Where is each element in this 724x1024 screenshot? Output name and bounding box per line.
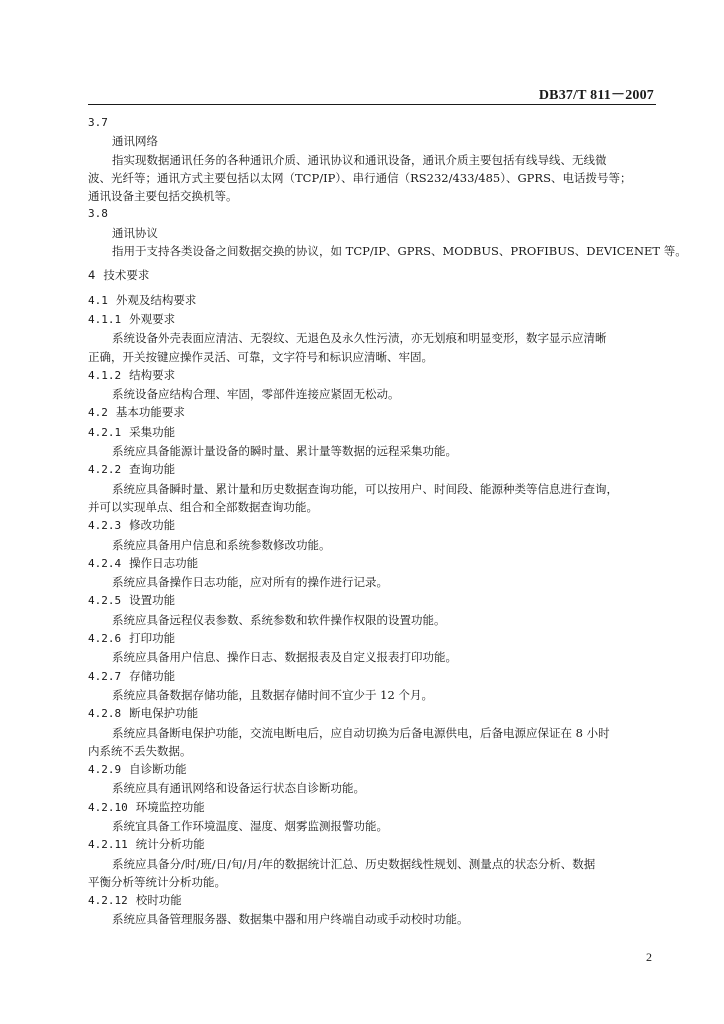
clause-number: 4.2.2 bbox=[88, 463, 122, 477]
clause-text: 指用于支持各类设备之间数据交换的协议，如 TCP/IP、GPRS、MODBUS、PROFIBUS、DEVICENET 等。 bbox=[112, 244, 687, 259]
clause-number: 4.2.1 bbox=[88, 425, 122, 439]
clause-text: 平衡分析等统计分析功能。 bbox=[88, 874, 226, 889]
clause-heading bbox=[88, 667, 656, 686]
clause-number: 4.1.1 bbox=[88, 312, 122, 326]
subsection-heading bbox=[88, 291, 656, 310]
clause-number: 4.2.6 bbox=[88, 632, 122, 646]
clause-heading bbox=[88, 629, 656, 648]
subsection-title: 基本功能要求 bbox=[115, 405, 185, 420]
clause-text: 系统应具备操作日志功能，应对所有的操作进行记录。 bbox=[112, 575, 388, 590]
clause-number: 4.2.3 bbox=[88, 519, 122, 533]
subsection-title: 外观及结构要求 bbox=[115, 292, 197, 307]
clause-text: 内系统不丢失数据。 bbox=[88, 743, 192, 758]
clause-title: 环境监控功能 bbox=[135, 799, 205, 814]
clause-text: 系统应具备瞬时量、累计量和历史数据查询功能，可以按用户、时间段、能源种类等信息进行查询， bbox=[112, 481, 618, 496]
section-number: 4 bbox=[88, 268, 96, 283]
clause-heading bbox=[88, 891, 656, 910]
clause-heading bbox=[88, 760, 656, 779]
clause-text: 系统应具备管理服务器、数据集中器和用户终端自动或手动校时功能。 bbox=[112, 912, 469, 927]
clause-heading bbox=[88, 835, 656, 854]
clause-title: 打印功能 bbox=[129, 631, 176, 646]
clause-title: 自诊断功能 bbox=[129, 762, 187, 777]
clause-title: 存储功能 bbox=[129, 668, 176, 683]
clause-title: 校时功能 bbox=[135, 893, 182, 908]
clause-title: 断电保护功能 bbox=[129, 706, 199, 721]
clause-text: 并可以实现单点、组合和全部数据查询功能。 bbox=[88, 499, 318, 514]
clause-text: 系统应具备用户信息、操作日志、数据报表及自定义报表打印功能。 bbox=[112, 650, 457, 665]
clause-number: 4.2.12 bbox=[88, 894, 128, 908]
clause-text: 系统设备应结构合理、牢固，零部件连接应紧固无松动。 bbox=[112, 387, 400, 402]
clause-title: 外观要求 bbox=[129, 311, 176, 326]
clause-heading bbox=[88, 516, 656, 535]
clause-heading bbox=[88, 423, 656, 442]
clause-number: 4.1.2 bbox=[88, 368, 122, 382]
clause-number: 4.2.5 bbox=[88, 594, 122, 608]
clause-number: 4.2.4 bbox=[88, 556, 122, 570]
clause-heading bbox=[88, 310, 656, 329]
section-heading bbox=[88, 266, 656, 284]
clause-text: 系统设备外壳表面应清洁、无裂纹、无退色及永久性污渍，亦无划痕和明显变形，数字显示应清晰 bbox=[112, 331, 607, 346]
clause-text: 指实现数据通讯任务的各种通讯介质、通讯协议和通讯设备，通讯介质主要包括有线导线、无线微 bbox=[112, 152, 607, 167]
clause-text: 波、光纤等；通讯方式主要包括以太网（TCP/IP）、串行通信（RS232/433/485）、GPRS、电话拨号等； bbox=[88, 170, 632, 185]
clause-number: 4.2.11 bbox=[88, 838, 128, 852]
clause-text: 系统应具备能源计量设备的瞬时量、累计量等数据的远程采集功能。 bbox=[112, 444, 457, 459]
clause-heading bbox=[88, 554, 656, 573]
document-body bbox=[88, 114, 687, 929]
clause-title: 操作日志功能 bbox=[129, 555, 199, 570]
clause-number: 3.8 bbox=[88, 207, 108, 221]
clause-number: 4.2.7 bbox=[88, 669, 122, 683]
clause-term: 通讯网络 bbox=[112, 134, 158, 149]
subsection-number: 4.1 bbox=[88, 293, 108, 307]
clause-title: 修改功能 bbox=[129, 518, 176, 533]
clause-heading bbox=[88, 798, 656, 817]
clause-text: 通讯设备主要包括交换机等。 bbox=[88, 189, 238, 204]
clause-text: 系统应具有通讯网络和设备运行状态自诊断功能。 bbox=[112, 781, 365, 796]
clause-heading bbox=[88, 591, 656, 610]
clause-term: 通讯协议 bbox=[112, 225, 158, 240]
clause-text: 系统宜具备工作环境温度、湿度、烟雾监测报警功能。 bbox=[112, 818, 388, 833]
clause-text: 系统应具备用户信息和系统参数修改功能。 bbox=[112, 537, 331, 552]
clause-title: 查询功能 bbox=[129, 462, 176, 477]
clause-text: 系统应具备数据存储功能，且数据存储时间不宜少于 12 个月。 bbox=[112, 687, 433, 702]
clause-heading bbox=[88, 366, 656, 385]
clause-text: 正确，开关按键应操作灵活、可靠，文字符号和标识应清晰、牢固。 bbox=[88, 349, 433, 364]
clause-heading bbox=[88, 704, 656, 723]
clause-number: 4.2.10 bbox=[88, 800, 128, 814]
clause-heading bbox=[88, 460, 656, 479]
page-number: 2 bbox=[646, 950, 652, 964]
clause-title: 统计分析功能 bbox=[135, 837, 205, 852]
clause-number: 4.2.9 bbox=[88, 763, 122, 777]
clause-title: 采集功能 bbox=[129, 424, 176, 439]
clause-text: 系统应具备分/时/班/日/旬/月/年的数据统计汇总、历史数据线性规划、测量点的状态分析、数据 bbox=[112, 856, 596, 871]
clause-text: 系统应具备远程仪表参数、系统参数和软件操作权限的设置功能。 bbox=[112, 612, 446, 627]
clause-number: 4.2.8 bbox=[88, 707, 122, 721]
standard-code: DB37/T 811－2007 bbox=[538, 88, 654, 103]
clause-number: 3.7 bbox=[88, 116, 108, 129]
clause-title: 结构要求 bbox=[129, 367, 176, 382]
header-rule bbox=[88, 104, 656, 105]
clause-text: 系统应具备断电保护功能，交流电断电后，应自动切换为后备电源供电，后备电源应保证在 8 小时 bbox=[112, 725, 610, 740]
subsection-heading bbox=[88, 403, 656, 422]
clause-title: 设置功能 bbox=[129, 593, 176, 608]
section-title: 技术要求 bbox=[103, 268, 150, 283]
subsection-number: 4.2 bbox=[88, 406, 108, 420]
